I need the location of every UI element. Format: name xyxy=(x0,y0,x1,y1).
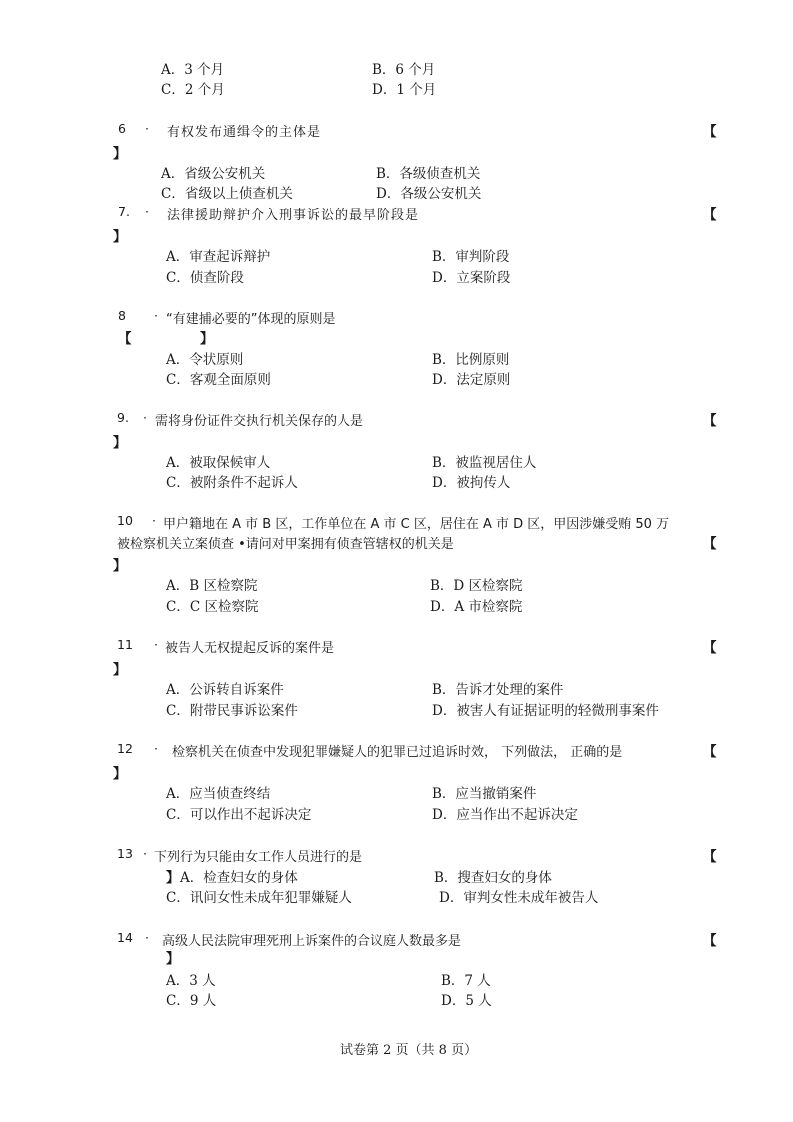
q11-bracket-close: 】 xyxy=(113,662,127,678)
q9-option-b: B．被监视居住人 xyxy=(432,455,537,471)
q13-bracket-close: 】 xyxy=(166,870,180,886)
q9-stem: 需将身份证件交执行机关保存的人是 xyxy=(155,414,364,429)
q10-stem-line2: 被检察机关立案侦查 •请问对甲案拥有侦查管辖权的机关是 xyxy=(117,537,454,552)
q10-option-d: D．A 市检察院 xyxy=(430,599,523,615)
q7-option-c: C．侦查阶段 xyxy=(166,270,244,286)
q13-option-a: A．检查妇女的身体 xyxy=(180,870,298,886)
q7-number: 7. xyxy=(118,204,130,219)
q11-separator: · xyxy=(154,637,158,652)
q11-option-d: D．被害人有证据证明的轻微刑事案件 xyxy=(432,703,659,719)
q8-stem: “有建捕必要的”体现的原则是 xyxy=(166,312,336,327)
q9-bracket-close: 】 xyxy=(113,435,127,451)
q6-bracket-close: 】 xyxy=(113,146,127,162)
q9-option-c: C．被附条件不起诉人 xyxy=(166,475,298,491)
q10-bracket-close: 】 xyxy=(113,558,127,574)
q5-option-c: C．2 个月 xyxy=(161,82,225,98)
q12-option-b: B．应当撤销案件 xyxy=(432,786,537,802)
q12-bracket-open: 【 xyxy=(703,744,717,760)
q9-bracket-open: 【 xyxy=(703,413,717,429)
q10-stem-line1: 甲户籍地在 A 市 B 区，工作单位在 A 市 C 区，居住在 A 市 D 区，甲因涉嫌受贿 50 万 xyxy=(163,517,670,532)
q8-bracket-close: 】 xyxy=(200,331,214,347)
q12-option-a: A．应当侦查终结 xyxy=(166,786,271,802)
q14-option-d: D．5 人 xyxy=(441,993,492,1009)
q7-bracket-close: 】 xyxy=(113,229,127,245)
q13-bracket-open: 【 xyxy=(703,849,717,865)
q6-bracket-open: 【 xyxy=(703,124,717,140)
q14-number: 14 xyxy=(117,930,133,945)
page-footer: 试卷第 2 页（共 8 页） xyxy=(340,1043,478,1058)
q14-option-b: B．7 人 xyxy=(441,973,491,989)
q14-option-a: A．3 人 xyxy=(166,973,216,989)
q5-option-a: A．3 个月 xyxy=(161,62,225,78)
q7-stem: 法律援助辩护介入刑事诉讼的最早阶段是 xyxy=(167,208,420,223)
q12-option-c: C．可以作出不起诉决定 xyxy=(166,807,312,823)
q13-option-b: B．搜查妇女的身体 xyxy=(434,870,552,886)
q10-number: 10 xyxy=(117,513,133,528)
q12-bracket-close: 】 xyxy=(113,766,127,782)
q12-stem: 检察机关在侦查中发现犯罪嫌疑人的犯罪已过追诉时效， 下列做法， 正确的是 xyxy=(172,745,623,760)
q11-option-c: C．附带民事诉讼案件 xyxy=(166,703,298,719)
q10-option-c: C．C 区检察院 xyxy=(166,599,259,615)
q13-stem: 下列行为只能由女工作人员进行的是 xyxy=(154,850,363,865)
q11-option-b: B．告诉才处理的案件 xyxy=(432,682,564,698)
q7-option-d: D．立案阶段 xyxy=(432,270,511,286)
q10-option-a: A．B 区检察院 xyxy=(166,578,258,594)
q14-bracket-close: 】 xyxy=(166,951,180,967)
q8-option-a: A．令状原则 xyxy=(166,352,244,368)
q6-stem: 有权发布通缉令的主体是 xyxy=(167,125,322,140)
q6-number: 6 xyxy=(118,121,126,136)
q11-option-a: A．公诉转自诉案件 xyxy=(166,682,284,698)
q8-bracket-open: 【 xyxy=(118,331,132,347)
q13-separator: · xyxy=(143,846,147,861)
q6-option-d: D．各级公安机关 xyxy=(376,186,482,202)
q11-stem: 被告人无权提起反诉的案件是 xyxy=(165,641,335,656)
q14-stem: 高级人民法院审理死刑上诉案件的合议庭人数最多是 xyxy=(162,934,462,949)
q5-option-d: D．1 个月 xyxy=(372,82,437,98)
q8-number: 8 xyxy=(118,308,126,323)
q12-number: 12 xyxy=(117,741,133,756)
q12-option-d: D．应当作出不起诉决定 xyxy=(432,807,578,823)
q6-option-b: B．各级侦查机关 xyxy=(376,166,481,182)
q6-option-c: C．省级以上侦查机关 xyxy=(161,186,293,202)
q8-option-d: D．法定原则 xyxy=(432,372,511,388)
q8-option-c: C．客观全面原则 xyxy=(166,372,271,388)
q12-separator: · xyxy=(154,741,158,756)
q7-separator: · xyxy=(145,204,149,219)
q10-separator: · xyxy=(152,513,156,528)
q11-bracket-open: 【 xyxy=(703,640,717,656)
q13-option-d: D．审判女性未成年被告人 xyxy=(439,890,599,906)
q9-separator: · xyxy=(143,410,147,425)
q9-number: 9. xyxy=(117,410,129,425)
q8-option-b: B．比例原则 xyxy=(432,352,510,368)
q9-option-d: D．被拘传人 xyxy=(432,475,511,491)
q8-separator: · xyxy=(154,308,158,323)
q14-bracket-open: 【 xyxy=(703,933,717,949)
q7-option-a: A．审查起诉辩护 xyxy=(166,249,271,265)
q13-number: 13 xyxy=(117,846,133,861)
q14-separator: · xyxy=(145,930,149,945)
q6-option-a: A．省级公安机关 xyxy=(161,166,266,182)
q5-option-b: B．6 个月 xyxy=(372,62,436,78)
q10-bracket-open: 【 xyxy=(703,536,717,552)
q6-separator: · xyxy=(145,121,149,136)
q7-option-b: B．审判阶段 xyxy=(432,249,510,265)
q9-option-a: A．被取保候审人 xyxy=(166,455,271,471)
q10-option-b: B．D 区检察院 xyxy=(430,578,523,594)
q7-bracket-open: 【 xyxy=(703,207,717,223)
q11-number: 11 xyxy=(117,637,133,652)
q14-option-c: C．9 人 xyxy=(166,993,217,1009)
q13-option-c: C．讯问女性未成年犯罪嫌疑人 xyxy=(166,890,352,906)
